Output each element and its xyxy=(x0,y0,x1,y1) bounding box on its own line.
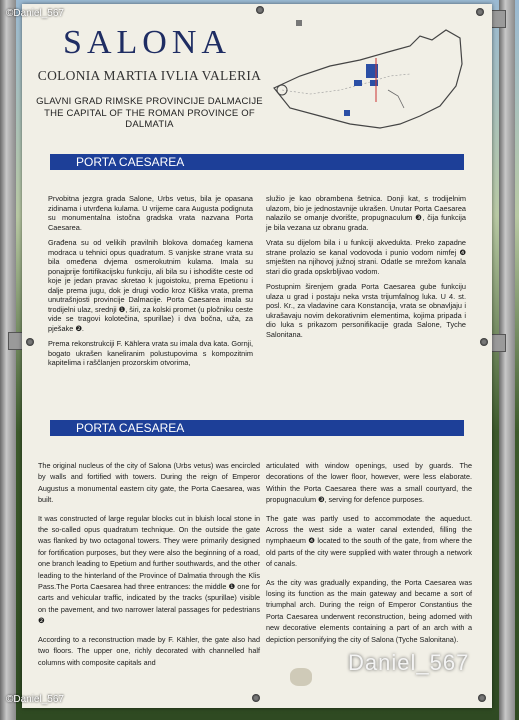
section-heading-english: PORTA CAESAREA xyxy=(50,420,464,436)
section-heading-croatian: PORTA CAESAREA xyxy=(50,154,464,170)
english-text-right xyxy=(266,460,472,652)
bracket-right xyxy=(490,334,506,352)
paragraph: The gate was partly used to accommodate the aqueduct. Across the west side a water canal extended, filling the nymphaeum ❹ located to the south of the gate, from where the old parts of the city were supplied with water through a network of canals. xyxy=(266,513,472,569)
croatian-text-right xyxy=(266,194,466,345)
information-board xyxy=(22,4,492,708)
left-post xyxy=(0,0,16,720)
watermark-top: ©Daniel_567 xyxy=(6,8,64,19)
screw xyxy=(256,6,264,14)
paragraph: It was constructed of large regular blocks cut in bluish local stone in the so-called opus quadratum technique. On the outside the gate was flanked by two octagonal towers. They were primarily designed for fortification purposes, but they were also the beginning of a road, one branch leading to Epetium and further southwards, and the other leading to the hinterland of the Province of Dalmatia through the Klis Pass.The Porta Caesarea had three entrances: the middle ❶ one for carts and vehicular traffic, indicated by the tracks (spurillae) visible on the pavement, and two narrower lateral passages for pedestrians ❷ xyxy=(38,513,260,626)
paragraph: According to a reconstruction made by F. Kähler, the gate also had two floors. The upper one, richly decorated with channelled half columns with composite capitals and xyxy=(38,634,260,667)
board-subtitle: COLONIA MARTIA IVLIA VALERIA xyxy=(37,68,262,83)
paragraph: Prvobitna jezgra grada Salone, Urbs vetus, bila je opasana zidinama i utvrđena kulama. U vrijeme cara Augusta podignuta su monumentalna istočna gradska vrata nazvana Porta Caesarea. xyxy=(48,194,253,232)
paragraph: articulated with window openings, used by guards. The decorations of the lower floor, however, were less elaborate. Within the Porta Caesarea there was a small courtyard, the propugnaculum ❸, serving for defence purposes. xyxy=(266,461,472,505)
board-title-text: SALONA xyxy=(63,24,231,61)
weather-stain xyxy=(290,668,312,686)
paragraph: služio je kao obrambena šetnica. Donji kat, s trodijelnim ulazom, bio je jednostavnije ukrašen. Unutar Porta Caesarea nalazilo se omanje dvorište, propugnaculum ❸, čija funkcija je bila vezana uz obranu grada. xyxy=(266,194,466,232)
site-map-icon xyxy=(270,16,468,136)
paragraph: As the city was gradually expanding, the Porta Caesarea was losing its function as the main gateway and became a sort of triumphal arch. During the reign of Emperor Constantius the Porta Caesarea underwent reconstruction, being adorned with new decorative elements containing a part of an arch with a depiction personifying the city of Salona (Tyche Salonitana). xyxy=(266,577,472,644)
screw xyxy=(26,338,34,346)
watermark-large: Daniel_567 xyxy=(348,650,470,675)
croatian-text-left xyxy=(48,194,253,374)
screw xyxy=(478,694,486,702)
watermark-bottom: ©Daniel_567 xyxy=(6,694,64,705)
paragraph: Postupnim širenjem grada Porta Caesarea gube funkciju ulaza u grad i postaju neka vrsta trijumfalnog luka. U 4. st. posl. Kr., za vladavine cara Konstancija, vrata se obnavljaju i ukrašavaju novim dekorativnim elementima, kojima pripada i dio luka s prikazom personifikacije grada Salone, Tyche Salonitana. xyxy=(266,282,466,339)
screw xyxy=(480,338,488,346)
paragraph: Prema rekonstrukciji F. Kählera vrata su imala dva kata. Gornji, bogato ukrašen kaneliranim polustupovima s kompozitnim kapitelima i raščlanjen prozorskim otvorima, xyxy=(48,339,253,367)
caption-croatian: GLAVNI GRAD RIMSKE PROVINCIJE DALMACIJE xyxy=(36,96,263,107)
paragraph: Građena su od velikih pravilnih blokova domaćeg kamena modraca u tehnici opus quadratum. S vanjske strane vrata su bila omeđena dvjema osmerokutnim kulama. Imala su ponajprije fortifikacijsku funkciju, ali bila su i ishodište ceste od koje je jedan pravac skretao k jugoistoku, prema Epetionu i dalje prema jugu, dok je drugi vodio kroz Kliška vrata, prema unutrašnjosti provincije Dalmacije. Porta Caesarea imala su trodijelni ulaz, srednji ❶, širi, za kolski promet (u pločniku ceste vide se tragovi kolotečina, spurillae) i dva bočna, uža, za pješake ❷. xyxy=(48,238,253,333)
caption-english: THE CAPITAL OF THE ROMAN PROVINCE OF DALMATIA xyxy=(44,108,255,130)
screw xyxy=(252,694,260,702)
paragraph: Vrata su dijelom bila i u funkciji akvedukta. Preko zapadne strane prolazio se kanal vodovoda i punio vodom nimfej ❹ smješten na njihovoj južnoj strani. Odatle se mrežom kanala stari dio grada opskrbljivao vodom. xyxy=(266,238,466,276)
screw xyxy=(476,8,484,16)
paragraph: The original nucleus of the city of Salona (Urbs vetus) was encircled by walls and fortified with towers. During the reign of Emperor Augustus a monumental eastern city gate, the Porta Caesarea, was built. xyxy=(38,461,260,505)
english-text-left xyxy=(38,460,260,675)
right-post xyxy=(499,0,515,720)
bracket-right-top xyxy=(490,10,506,28)
board-title xyxy=(22,24,272,62)
